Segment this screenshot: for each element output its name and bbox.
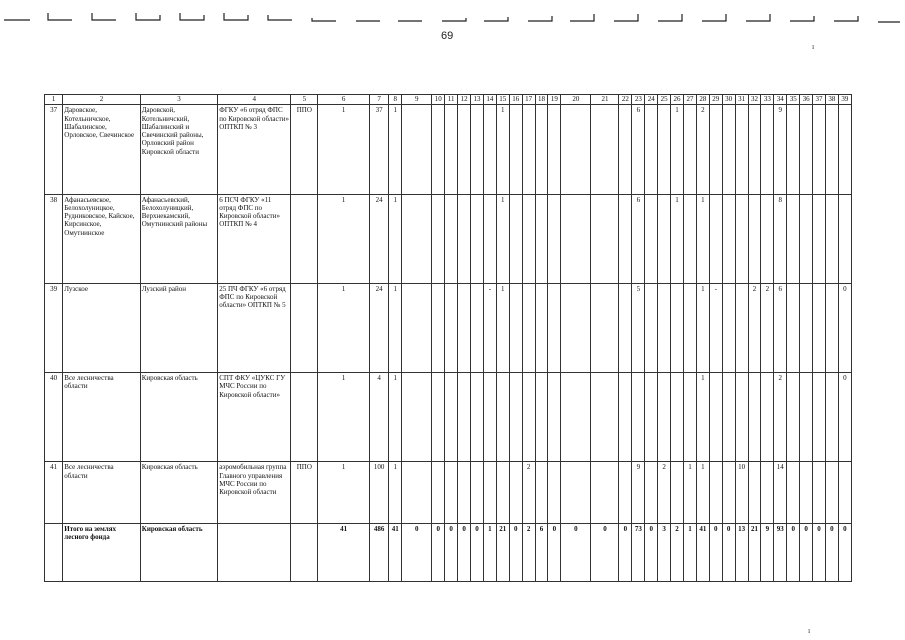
table-cell-col-28: 1 [696,462,709,524]
table-cell-col-23: 6 [632,105,645,194]
table-cell-col-33 [761,462,774,524]
table-cell-col-30: 0 [722,524,735,582]
table-cell-col-36 [800,105,813,194]
table-cell-col-14: - [483,283,496,372]
table-cell-col-34: 93 [774,524,787,582]
table-cell-col-35: 35 [787,95,800,105]
table-cell-col-31: 31 [735,95,748,105]
table-cell-col-29 [709,194,722,283]
table-cell-col-29 [709,105,722,194]
table-cell-col-8: 1 [389,462,402,524]
table-cell-col-38 [825,462,838,524]
table-cell-col-25: 3 [658,524,671,582]
table-cell-col-38 [825,373,838,462]
table-cell-col-28: 41 [696,524,709,582]
table-cell-col-2: Все лесничества области [63,462,140,524]
table-cell-col-27 [683,194,696,283]
table-cell-col-11 [445,194,458,283]
table-cell-col-38 [825,283,838,372]
table-cell-col-31: 13 [735,524,748,582]
table-cell-col-5 [291,194,318,283]
table-row [45,105,852,194]
table-cell-col-37 [813,373,826,462]
table-cell-col-4: 4 [218,95,291,105]
table-cell-col-35 [787,283,800,372]
table-cell-col-23: 73 [632,524,645,582]
table-cell-col-31 [735,105,748,194]
table-cell-col-25: 2 [658,462,671,524]
table-cell-col-37: 37 [813,95,826,105]
table-cell-col-29: 0 [709,524,722,582]
table-cell-col-36 [800,194,813,283]
table-cell-col-25 [658,194,671,283]
table-cell-col-26: 1 [671,105,684,194]
table-cell-col-7: 7 [369,95,388,105]
table-cell-col-12 [458,462,471,524]
table-cell-col-29: 29 [709,95,722,105]
table-cell-col-31 [735,283,748,372]
table-cell-col-26 [671,283,684,372]
table-cell-col-14: 1 [483,524,496,582]
table-cell-col-37 [813,194,826,283]
table-cell-col-39 [838,194,851,283]
table-cell-col-12: 12 [458,95,471,105]
table-cell-col-29: - [709,283,722,372]
table-cell-col-30 [722,105,735,194]
table-cell-col-9 [402,194,432,283]
table-cell-col-11 [445,462,458,524]
table-cell-col-3: Даровской, Котельничский, Шабалинский и Свечинский районы, Орловский район Кировской области [140,105,217,194]
table-cell-col-22 [619,194,632,283]
table-cell-col-13 [471,105,484,194]
table-cell-col-34: 9 [774,105,787,194]
table-cell-col-21 [591,373,619,462]
table-cell-col-27 [683,283,696,372]
table-cell-col-26 [671,462,684,524]
table-cell-col-22 [619,373,632,462]
table-cell-col-30 [722,373,735,462]
table-cell-col-14 [483,194,496,283]
table-row [45,373,852,462]
table-cell-col-23: 23 [632,95,645,105]
table-cell-col-39: 39 [838,95,851,105]
table-cell-col-6: 1 [318,283,370,372]
table-cell-col-38 [825,194,838,283]
table-cell-col-32 [748,105,761,194]
table-cell-col-1: 37 [45,105,63,194]
table-cell-col-27: 1 [683,524,696,582]
table-cell-col-16 [509,462,522,524]
table-cell-col-24 [645,462,658,524]
table-cell-col-35 [787,105,800,194]
table-cell-col-15 [496,462,509,524]
table-cell-col-16: 0 [509,524,522,582]
table-cell-col-19: 19 [548,95,561,105]
table-cell-col-39 [838,105,851,194]
table-cell-col-16 [509,283,522,372]
table-cell-col-12 [458,105,471,194]
table-cell-col-18 [535,105,548,194]
table-cell-col-20 [561,105,591,194]
table-cell-col-33: 33 [761,95,774,105]
table-cell-col-6: 1 [318,105,370,194]
table-cell-col-3: Лузский район [140,283,217,372]
table-cell-col-34: 14 [774,462,787,524]
table-cell-col-7: 37 [369,105,388,194]
table-cell-col-12 [458,373,471,462]
table-cell-col-24 [645,105,658,194]
table-cell-col-17: 17 [522,95,535,105]
table-cell-col-7: 24 [369,283,388,372]
table-cell-col-24: 0 [645,524,658,582]
table-cell-col-25 [658,105,671,194]
table-cell-col-11 [445,283,458,372]
table-cell-col-26: 1 [671,194,684,283]
table-cell-col-6: 41 [318,524,370,582]
table-cell-col-15 [496,373,509,462]
table-cell-col-11: 11 [445,95,458,105]
table-cell-col-20 [561,283,591,372]
table-cell-col-23: 5 [632,283,645,372]
table-cell-col-14 [483,462,496,524]
table-cell-col-27 [683,373,696,462]
table-cell-col-10 [432,462,445,524]
table-cell-col-21 [591,283,619,372]
table-cell-col-16 [509,105,522,194]
table-cell-col-6: 1 [318,462,370,524]
table-cell-col-8: 1 [389,194,402,283]
table-cell-col-18: 18 [535,95,548,105]
page-number: 69 [441,30,454,42]
table-cell-col-9 [402,462,432,524]
table-cell-col-21 [591,462,619,524]
table-cell-col-6: 1 [318,373,370,462]
table-cell-col-9: 9 [402,95,432,105]
table-cell-col-36 [800,462,813,524]
table-cell-col-7: 24 [369,194,388,283]
table-cell-col-28: 1 [696,283,709,372]
table-cell-col-6: 1 [318,194,370,283]
table-cell-col-26 [671,373,684,462]
table-cell-col-36 [800,373,813,462]
table-cell-col-36: 0 [800,524,813,582]
table-cell-col-19 [548,462,561,524]
table-cell-col-13 [471,194,484,283]
table-cell-col-8: 1 [389,373,402,462]
table-cell-col-8: 1 [389,105,402,194]
table-cell-col-39 [838,462,851,524]
table-cell-col-19 [548,283,561,372]
table-cell-col-19: 0 [548,524,561,582]
table-cell-col-33 [761,105,774,194]
table-total-row [45,524,852,582]
table-row [45,194,852,283]
table-cell-col-32 [748,373,761,462]
table-cell-col-17 [522,373,535,462]
table-cell-col-17 [522,105,535,194]
table-cell-col-10: 0 [432,524,445,582]
data-table [44,94,852,582]
table-cell-col-15: 15 [496,95,509,105]
table-cell-col-13 [471,283,484,372]
table-cell-col-4: 25 ПЧ ФГКУ «6 отряд ФПС по Кировской области» ОПТКП № 5 [218,283,291,372]
table-cell-col-8: 8 [389,95,402,105]
table-cell-col-10 [432,373,445,462]
table-cell-col-7: 486 [369,524,388,582]
table-cell-col-11: 0 [445,524,458,582]
table-cell-col-5 [291,524,318,582]
table-cell-col-13: 13 [471,95,484,105]
table-cell-col-16 [509,194,522,283]
table-cell-col-33 [761,194,774,283]
table-cell-col-9: 0 [402,524,432,582]
table-cell-col-17: 2 [522,524,535,582]
table-cell-col-4: 6 ПСЧ ФГКУ «11 отряд ФПС по Кировской области» ОПТКП № 4 [218,194,291,283]
table-cell-col-16: 16 [509,95,522,105]
table-cell-col-33: 9 [761,524,774,582]
table-cell-col-8: 41 [389,524,402,582]
table-cell-col-26: 2 [671,524,684,582]
table-cell-col-20 [561,194,591,283]
table-cell-col-31 [735,194,748,283]
table-cell-col-28: 1 [696,373,709,462]
table-cell-col-3: Афанасьевский, Белохолуницкий, Верхнекамский, Омутнинский районы [140,194,217,283]
table-cell-col-28: 1 [696,194,709,283]
table-cell-col-39: 0 [838,524,851,582]
table-cell-col-28: 28 [696,95,709,105]
table-cell-col-15: 21 [496,524,509,582]
table-cell-col-30 [722,462,735,524]
table-cell-col-4: ФГКУ «6 отряд ФПС по Кировской области» ОПТКП № 3 [218,105,291,194]
table-cell-col-38 [825,105,838,194]
table-cell-col-5: ППО [291,462,318,524]
table-cell-col-35 [787,373,800,462]
table-cell-col-17 [522,194,535,283]
table-cell-col-25 [658,373,671,462]
table-cell-col-5 [291,373,318,462]
table-cell-col-12: 0 [458,524,471,582]
table-cell-col-20: 20 [561,95,591,105]
table-cell-col-31: 10 [735,462,748,524]
table-cell-col-4 [218,524,291,582]
table-cell-col-23: 6 [632,194,645,283]
table-cell-col-24 [645,194,658,283]
table-cell-col-29 [709,462,722,524]
table-cell-col-25 [658,283,671,372]
table-cell-col-33: 2 [761,283,774,372]
table-cell-col-29 [709,373,722,462]
table-cell-col-6: 6 [318,95,370,105]
table-cell-col-18 [535,462,548,524]
table-row [45,283,852,372]
table-cell-col-10 [432,283,445,372]
table-cell-col-39: 0 [838,283,851,372]
table-cell-col-12 [458,194,471,283]
table-cell-col-19 [548,105,561,194]
table-cell-col-34: 6 [774,283,787,372]
table-cell-col-20 [561,462,591,524]
table-cell-col-34: 34 [774,95,787,105]
table-cell-col-4: аэромобильная группа Главного управления МЧС России по Кировской области [218,462,291,524]
table-cell-col-3: Кировская область [140,462,217,524]
table-cell-col-1: 39 [45,283,63,372]
table-cell-col-2: Даровское, Котельничское, Шабалинское, Орловское, Свечинское [63,105,140,194]
table-cell-col-18 [535,373,548,462]
table-cell-col-35: 0 [787,524,800,582]
table-cell-col-23: 9 [632,462,645,524]
table-cell-col-2: Итого на землях лесного фонда [63,524,140,582]
table-cell-col-3: Кировская область [140,524,217,582]
table-cell-col-36: 36 [800,95,813,105]
table-cell-col-21 [591,194,619,283]
table-cell-col-1: 41 [45,462,63,524]
table-cell-col-10 [432,194,445,283]
table-cell-col-32 [748,194,761,283]
table-cell-col-18: 6 [535,524,548,582]
table-cell-col-1: 40 [45,373,63,462]
table-cell-col-11 [445,373,458,462]
table-cell-col-21: 0 [591,524,619,582]
table-cell-col-27: 27 [683,95,696,105]
table-cell-col-35 [787,194,800,283]
table-cell-col-36 [800,283,813,372]
table-cell-col-15: 1 [496,105,509,194]
table-cell-col-5: 5 [291,95,318,105]
table-cell-col-2: Все лесничества области [63,373,140,462]
table-cell-col-17: 2 [522,462,535,524]
table-cell-col-22: 0 [619,524,632,582]
table-cell-col-33 [761,373,774,462]
table-cell-col-37 [813,283,826,372]
table-cell-col-27: 1 [683,462,696,524]
table-cell-col-23 [632,373,645,462]
table-cell-col-22 [619,105,632,194]
table-cell-col-2: 2 [63,95,140,105]
table-cell-col-7: 4 [369,373,388,462]
table-cell-col-15: 1 [496,194,509,283]
table-cell-col-3: Кировская область [140,373,217,462]
table-cell-col-37 [813,462,826,524]
table-cell-col-1: 1 [45,95,63,105]
table-row [45,462,852,524]
table-cell-col-37 [813,105,826,194]
table-cell-col-2: Лузское [63,283,140,372]
table-cell-col-19 [548,194,561,283]
table-cell-col-39: 0 [838,373,851,462]
table-cell-col-21: 21 [591,95,619,105]
table-cell-col-1: 38 [45,194,63,283]
table-cell-col-38: 38 [825,95,838,105]
table-cell-col-32: 21 [748,524,761,582]
table-cell-col-11 [445,105,458,194]
table-cell-col-22 [619,283,632,372]
table-cell-col-9 [402,373,432,462]
table-cell-col-17 [522,283,535,372]
table-cell-col-24: 24 [645,95,658,105]
table-header-row [45,95,852,105]
table-cell-col-10 [432,105,445,194]
table-cell-col-10: 10 [432,95,445,105]
table-cell-col-30: 30 [722,95,735,105]
table-cell-col-25: 25 [658,95,671,105]
scan-artifact-tick: ı [808,626,811,635]
table-cell-col-24 [645,283,658,372]
table-cell-col-9 [402,283,432,372]
table-cell-col-18 [535,194,548,283]
scan-top-marks [0,0,905,30]
table-cell-col-20 [561,373,591,462]
table-cell-col-13: 0 [471,524,484,582]
table-cell-col-34: 2 [774,373,787,462]
table-cell-col-34: 8 [774,194,787,283]
table-cell-col-22 [619,462,632,524]
table-cell-col-5: ППО [291,105,318,194]
table-cell-col-24 [645,373,658,462]
table-cell-col-32 [748,462,761,524]
table-cell-col-32: 32 [748,95,761,105]
table-cell-col-31 [735,373,748,462]
table-cell-col-26: 26 [671,95,684,105]
table-cell-col-18 [535,283,548,372]
table-cell-col-20: 0 [561,524,591,582]
table-cell-col-37: 0 [813,524,826,582]
table-cell-col-2: Афанасьевское, Белохолуницкое, Рудниковское, Кайское, Кирсинское, Омутнинское [63,194,140,283]
table-cell-col-30 [722,194,735,283]
table-cell-col-13 [471,462,484,524]
table-cell-col-27 [683,105,696,194]
table-cell-col-7: 100 [369,462,388,524]
table-cell-col-35 [787,462,800,524]
table-cell-col-5 [291,283,318,372]
table-cell-col-13 [471,373,484,462]
table-cell-col-22: 22 [619,95,632,105]
table-cell-col-14: 14 [483,95,496,105]
table-cell-col-3: 3 [140,95,217,105]
table-cell-col-30 [722,283,735,372]
table-cell-col-19 [548,373,561,462]
table-cell-col-28: 2 [696,105,709,194]
table-cell-col-14 [483,105,496,194]
table-cell-col-9 [402,105,432,194]
table-cell-col-14 [483,373,496,462]
table-cell-col-32: 2 [748,283,761,372]
table-cell-col-16 [509,373,522,462]
table-cell-col-1 [45,524,63,582]
table-cell-col-4: СПТ ФКУ «ЦУКС ГУ МЧС России по Кировской области» [218,373,291,462]
scan-artifact-tick: ı [812,42,815,51]
table-cell-col-38: 0 [825,524,838,582]
table-cell-col-8: 1 [389,283,402,372]
table-cell-col-12 [458,283,471,372]
table-cell-col-15: 1 [496,283,509,372]
table-cell-col-21 [591,105,619,194]
